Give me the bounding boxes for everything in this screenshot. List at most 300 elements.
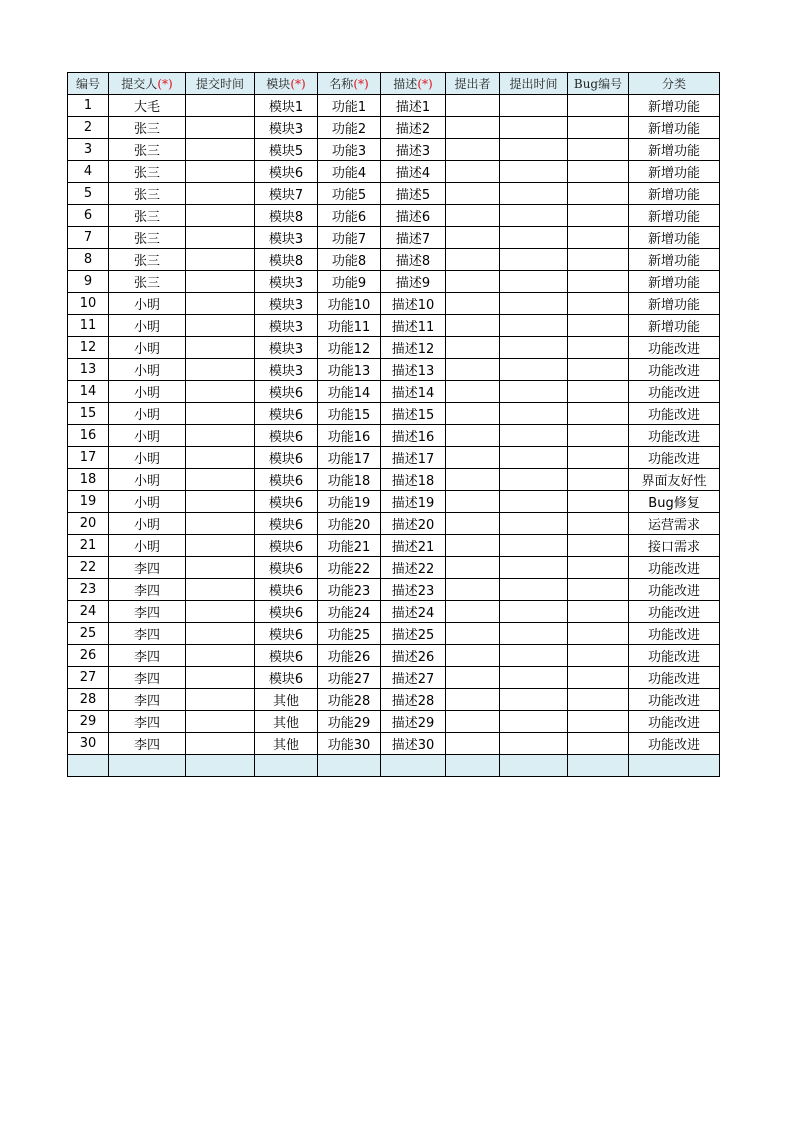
cell-bug-id[interactable]: [568, 337, 629, 359]
cell-description[interactable]: 描述16: [381, 425, 446, 447]
cell-description[interactable]: 描述28: [381, 689, 446, 711]
cell-submit-time[interactable]: [186, 755, 255, 777]
cell-description[interactable]: 描述5: [381, 183, 446, 205]
cell-description[interactable]: 描述17: [381, 447, 446, 469]
cell-proposer[interactable]: [446, 249, 500, 271]
header-module[interactable]: 模块(*): [255, 73, 318, 95]
cell-bug-id[interactable]: [568, 117, 629, 139]
header-description[interactable]: 描述(*): [381, 73, 446, 95]
cell-module[interactable]: 模块3: [255, 227, 318, 249]
cell-propose-time[interactable]: [500, 249, 568, 271]
cell-category[interactable]: 功能改进: [629, 711, 720, 733]
cell-module[interactable]: 模块6: [255, 623, 318, 645]
cell-propose-time[interactable]: [500, 271, 568, 293]
cell-name[interactable]: 功能25: [318, 623, 381, 645]
cell-id[interactable]: 28: [68, 689, 109, 711]
cell-name[interactable]: 功能13: [318, 359, 381, 381]
cell-proposer[interactable]: [446, 447, 500, 469]
cell-propose-time[interactable]: [500, 689, 568, 711]
cell-category[interactable]: 功能改进: [629, 667, 720, 689]
cell-category[interactable]: 新增功能: [629, 205, 720, 227]
cell-submitter[interactable]: 李四: [109, 667, 186, 689]
cell-submit-time[interactable]: [186, 95, 255, 117]
cell-category[interactable]: Bug修复: [629, 491, 720, 513]
cell-proposer[interactable]: [446, 623, 500, 645]
cell-proposer[interactable]: [446, 689, 500, 711]
cell-propose-time[interactable]: [500, 139, 568, 161]
cell-propose-time[interactable]: [500, 337, 568, 359]
cell-bug-id[interactable]: [568, 315, 629, 337]
cell-category[interactable]: 新增功能: [629, 227, 720, 249]
cell-module[interactable]: 其他: [255, 733, 318, 755]
cell-bug-id[interactable]: [568, 535, 629, 557]
cell-description[interactable]: 描述27: [381, 667, 446, 689]
cell-module[interactable]: 模块8: [255, 205, 318, 227]
cell-module[interactable]: 模块3: [255, 315, 318, 337]
cell-proposer[interactable]: [446, 337, 500, 359]
cell-submit-time[interactable]: [186, 359, 255, 381]
cell-name[interactable]: 功能20: [318, 513, 381, 535]
cell-submitter[interactable]: 李四: [109, 557, 186, 579]
cell-description[interactable]: 描述26: [381, 645, 446, 667]
cell-submit-time[interactable]: [186, 315, 255, 337]
cell-submit-time[interactable]: [186, 535, 255, 557]
cell-submitter[interactable]: 张三: [109, 117, 186, 139]
cell-name[interactable]: 功能10: [318, 293, 381, 315]
cell-submit-time[interactable]: [186, 689, 255, 711]
cell-proposer[interactable]: [446, 469, 500, 491]
cell-propose-time[interactable]: [500, 557, 568, 579]
cell-category[interactable]: 功能改进: [629, 733, 720, 755]
cell-name[interactable]: 功能17: [318, 447, 381, 469]
cell-proposer[interactable]: [446, 161, 500, 183]
cell-id[interactable]: 7: [68, 227, 109, 249]
cell-bug-id[interactable]: [568, 249, 629, 271]
cell-module[interactable]: 模块1: [255, 95, 318, 117]
cell-module[interactable]: 模块6: [255, 447, 318, 469]
cell-module[interactable]: 模块6: [255, 645, 318, 667]
cell-description[interactable]: 描述20: [381, 513, 446, 535]
cell-proposer[interactable]: [446, 491, 500, 513]
cell-bug-id[interactable]: [568, 227, 629, 249]
cell-proposer[interactable]: [446, 425, 500, 447]
cell-description[interactable]: 描述10: [381, 293, 446, 315]
cell-submit-time[interactable]: [186, 425, 255, 447]
cell-name[interactable]: [318, 755, 381, 777]
cell-description[interactable]: 描述13: [381, 359, 446, 381]
cell-id[interactable]: 13: [68, 359, 109, 381]
cell-module[interactable]: 模块7: [255, 183, 318, 205]
cell-submitter[interactable]: 小明: [109, 469, 186, 491]
cell-description[interactable]: 描述30: [381, 733, 446, 755]
cell-category[interactable]: 功能改进: [629, 689, 720, 711]
cell-description[interactable]: 描述11: [381, 315, 446, 337]
cell-module[interactable]: 模块6: [255, 667, 318, 689]
cell-name[interactable]: 功能22: [318, 557, 381, 579]
cell-id[interactable]: 15: [68, 403, 109, 425]
cell-submitter[interactable]: 张三: [109, 249, 186, 271]
header-propose-time[interactable]: 提出时间: [500, 73, 568, 95]
cell-submit-time[interactable]: [186, 403, 255, 425]
cell-id[interactable]: 14: [68, 381, 109, 403]
cell-submitter[interactable]: [109, 755, 186, 777]
cell-id[interactable]: 29: [68, 711, 109, 733]
cell-proposer[interactable]: [446, 601, 500, 623]
cell-proposer[interactable]: [446, 535, 500, 557]
cell-id[interactable]: 2: [68, 117, 109, 139]
cell-id[interactable]: 26: [68, 645, 109, 667]
cell-id[interactable]: 6: [68, 205, 109, 227]
cell-module[interactable]: 模块6: [255, 513, 318, 535]
cell-name[interactable]: 功能29: [318, 711, 381, 733]
cell-category[interactable]: 功能改进: [629, 403, 720, 425]
cell-propose-time[interactable]: [500, 95, 568, 117]
cell-module[interactable]: 模块5: [255, 139, 318, 161]
cell-submitter[interactable]: 小明: [109, 403, 186, 425]
cell-submit-time[interactable]: [186, 293, 255, 315]
cell-module[interactable]: 模块6: [255, 601, 318, 623]
cell-propose-time[interactable]: [500, 601, 568, 623]
cell-submit-time[interactable]: [186, 579, 255, 601]
cell-category[interactable]: 新增功能: [629, 271, 720, 293]
cell-propose-time[interactable]: [500, 315, 568, 337]
cell-submitter[interactable]: 张三: [109, 205, 186, 227]
cell-propose-time[interactable]: [500, 183, 568, 205]
cell-category[interactable]: 运营需求: [629, 513, 720, 535]
cell-id[interactable]: 23: [68, 579, 109, 601]
cell-module[interactable]: 模块6: [255, 557, 318, 579]
cell-bug-id[interactable]: [568, 667, 629, 689]
cell-bug-id[interactable]: [568, 271, 629, 293]
cell-id[interactable]: 5: [68, 183, 109, 205]
cell-name[interactable]: 功能30: [318, 733, 381, 755]
cell-propose-time[interactable]: [500, 579, 568, 601]
cell-submitter[interactable]: 小明: [109, 535, 186, 557]
cell-id[interactable]: 11: [68, 315, 109, 337]
cell-submit-time[interactable]: [186, 161, 255, 183]
cell-name[interactable]: 功能28: [318, 689, 381, 711]
cell-propose-time[interactable]: [500, 513, 568, 535]
cell-submitter[interactable]: 小明: [109, 425, 186, 447]
cell-submit-time[interactable]: [186, 557, 255, 579]
cell-submitter[interactable]: 李四: [109, 601, 186, 623]
cell-submit-time[interactable]: [186, 645, 255, 667]
header-submitter[interactable]: 提交人(*): [109, 73, 186, 95]
cell-proposer[interactable]: [446, 315, 500, 337]
cell-submitter[interactable]: 李四: [109, 645, 186, 667]
cell-id[interactable]: 4: [68, 161, 109, 183]
cell-submitter[interactable]: 小明: [109, 381, 186, 403]
cell-description[interactable]: 描述21: [381, 535, 446, 557]
cell-bug-id[interactable]: [568, 645, 629, 667]
cell-proposer[interactable]: [446, 183, 500, 205]
cell-id[interactable]: 3: [68, 139, 109, 161]
cell-bug-id[interactable]: [568, 469, 629, 491]
cell-propose-time[interactable]: [500, 491, 568, 513]
cell-submitter[interactable]: 小明: [109, 337, 186, 359]
cell-id[interactable]: 18: [68, 469, 109, 491]
cell-proposer[interactable]: [446, 557, 500, 579]
cell-proposer[interactable]: [446, 403, 500, 425]
cell-category[interactable]: 功能改进: [629, 425, 720, 447]
cell-category[interactable]: 功能改进: [629, 579, 720, 601]
cell-id[interactable]: 19: [68, 491, 109, 513]
cell-submitter[interactable]: 张三: [109, 183, 186, 205]
cell-id[interactable]: 20: [68, 513, 109, 535]
cell-proposer[interactable]: [446, 755, 500, 777]
cell-category[interactable]: 界面友好性: [629, 469, 720, 491]
cell-bug-id[interactable]: [568, 183, 629, 205]
cell-name[interactable]: 功能8: [318, 249, 381, 271]
cell-description[interactable]: 描述23: [381, 579, 446, 601]
header-proposer[interactable]: 提出者: [446, 73, 500, 95]
cell-category[interactable]: 接口需求: [629, 535, 720, 557]
cell-propose-time[interactable]: [500, 447, 568, 469]
cell-id[interactable]: 9: [68, 271, 109, 293]
cell-name[interactable]: 功能1: [318, 95, 381, 117]
cell-name[interactable]: 功能14: [318, 381, 381, 403]
cell-id[interactable]: 17: [68, 447, 109, 469]
cell-submitter[interactable]: 李四: [109, 733, 186, 755]
cell-name[interactable]: 功能5: [318, 183, 381, 205]
cell-propose-time[interactable]: [500, 425, 568, 447]
cell-name[interactable]: 功能24: [318, 601, 381, 623]
cell-submit-time[interactable]: [186, 205, 255, 227]
cell-submitter[interactable]: 小明: [109, 359, 186, 381]
cell-bug-id[interactable]: [568, 95, 629, 117]
cell-module[interactable]: 其他: [255, 711, 318, 733]
cell-category[interactable]: 新增功能: [629, 117, 720, 139]
cell-name[interactable]: 功能9: [318, 271, 381, 293]
cell-category[interactable]: 功能改进: [629, 447, 720, 469]
header-bug-id[interactable]: Bug编号: [568, 73, 629, 95]
cell-proposer[interactable]: [446, 645, 500, 667]
cell-submit-time[interactable]: [186, 469, 255, 491]
cell-bug-id[interactable]: [568, 403, 629, 425]
header-submit-time[interactable]: 提交时间: [186, 73, 255, 95]
cell-module[interactable]: 模块3: [255, 337, 318, 359]
cell-submit-time[interactable]: [186, 337, 255, 359]
cell-name[interactable]: 功能26: [318, 645, 381, 667]
cell-propose-time[interactable]: [500, 667, 568, 689]
cell-category[interactable]: 功能改进: [629, 359, 720, 381]
cell-description[interactable]: 描述1: [381, 95, 446, 117]
cell-description[interactable]: 描述6: [381, 205, 446, 227]
cell-submitter[interactable]: 小明: [109, 513, 186, 535]
cell-category[interactable]: 新增功能: [629, 95, 720, 117]
cell-description[interactable]: 描述24: [381, 601, 446, 623]
cell-bug-id[interactable]: [568, 359, 629, 381]
cell-propose-time[interactable]: [500, 711, 568, 733]
cell-bug-id[interactable]: [568, 579, 629, 601]
cell-name[interactable]: 功能23: [318, 579, 381, 601]
cell-bug-id[interactable]: [568, 425, 629, 447]
cell-name[interactable]: 功能12: [318, 337, 381, 359]
cell-description[interactable]: 描述3: [381, 139, 446, 161]
cell-submit-time[interactable]: [186, 447, 255, 469]
cell-proposer[interactable]: [446, 711, 500, 733]
cell-description[interactable]: 描述7: [381, 227, 446, 249]
cell-propose-time[interactable]: [500, 205, 568, 227]
cell-module[interactable]: 模块6: [255, 161, 318, 183]
cell-module[interactable]: 模块3: [255, 293, 318, 315]
cell-propose-time[interactable]: [500, 469, 568, 491]
cell-submitter[interactable]: 小明: [109, 293, 186, 315]
cell-description[interactable]: 描述14: [381, 381, 446, 403]
cell-propose-time[interactable]: [500, 359, 568, 381]
cell-submit-time[interactable]: [186, 249, 255, 271]
cell-submitter[interactable]: 李四: [109, 689, 186, 711]
cell-proposer[interactable]: [446, 359, 500, 381]
cell-description[interactable]: 描述2: [381, 117, 446, 139]
cell-submitter[interactable]: 小明: [109, 447, 186, 469]
cell-module[interactable]: [255, 755, 318, 777]
cell-category[interactable]: 新增功能: [629, 161, 720, 183]
cell-submit-time[interactable]: [186, 271, 255, 293]
cell-module[interactable]: 其他: [255, 689, 318, 711]
cell-submitter[interactable]: 张三: [109, 139, 186, 161]
cell-category[interactable]: 功能改进: [629, 381, 720, 403]
cell-module[interactable]: 模块6: [255, 469, 318, 491]
cell-name[interactable]: 功能19: [318, 491, 381, 513]
cell-bug-id[interactable]: [568, 491, 629, 513]
cell-category[interactable]: 新增功能: [629, 183, 720, 205]
cell-submit-time[interactable]: [186, 601, 255, 623]
cell-name[interactable]: 功能3: [318, 139, 381, 161]
cell-description[interactable]: 描述12: [381, 337, 446, 359]
cell-bug-id[interactable]: [568, 513, 629, 535]
cell-submit-time[interactable]: [186, 513, 255, 535]
cell-name[interactable]: 功能7: [318, 227, 381, 249]
cell-bug-id[interactable]: [568, 601, 629, 623]
cell-name[interactable]: 功能21: [318, 535, 381, 557]
cell-propose-time[interactable]: [500, 733, 568, 755]
cell-submit-time[interactable]: [186, 139, 255, 161]
cell-description[interactable]: 描述8: [381, 249, 446, 271]
cell-category[interactable]: 功能改进: [629, 601, 720, 623]
cell-proposer[interactable]: [446, 271, 500, 293]
header-id[interactable]: 编号: [68, 73, 109, 95]
cell-propose-time[interactable]: [500, 403, 568, 425]
cell-propose-time[interactable]: [500, 381, 568, 403]
cell-name[interactable]: 功能4: [318, 161, 381, 183]
cell-proposer[interactable]: [446, 227, 500, 249]
cell-submit-time[interactable]: [186, 491, 255, 513]
cell-submitter[interactable]: 张三: [109, 161, 186, 183]
cell-description[interactable]: 描述15: [381, 403, 446, 425]
cell-category[interactable]: 功能改进: [629, 645, 720, 667]
cell-proposer[interactable]: [446, 205, 500, 227]
cell-name[interactable]: 功能18: [318, 469, 381, 491]
cell-submit-time[interactable]: [186, 183, 255, 205]
cell-module[interactable]: 模块6: [255, 381, 318, 403]
cell-proposer[interactable]: [446, 139, 500, 161]
cell-module[interactable]: 模块6: [255, 425, 318, 447]
cell-id[interactable]: 8: [68, 249, 109, 271]
cell-name[interactable]: 功能11: [318, 315, 381, 337]
cell-category[interactable]: 新增功能: [629, 315, 720, 337]
cell-id[interactable]: 12: [68, 337, 109, 359]
cell-bug-id[interactable]: [568, 689, 629, 711]
cell-module[interactable]: 模块6: [255, 579, 318, 601]
cell-bug-id[interactable]: [568, 381, 629, 403]
cell-bug-id[interactable]: [568, 755, 629, 777]
cell-description[interactable]: [381, 755, 446, 777]
cell-submit-time[interactable]: [186, 733, 255, 755]
cell-propose-time[interactable]: [500, 117, 568, 139]
cell-bug-id[interactable]: [568, 557, 629, 579]
cell-description[interactable]: 描述4: [381, 161, 446, 183]
cell-id[interactable]: 16: [68, 425, 109, 447]
cell-propose-time[interactable]: [500, 293, 568, 315]
cell-submitter[interactable]: 大毛: [109, 95, 186, 117]
cell-proposer[interactable]: [446, 667, 500, 689]
cell-submit-time[interactable]: [186, 117, 255, 139]
cell-category[interactable]: 新增功能: [629, 139, 720, 161]
cell-bug-id[interactable]: [568, 447, 629, 469]
cell-bug-id[interactable]: [568, 161, 629, 183]
cell-bug-id[interactable]: [568, 205, 629, 227]
cell-id[interactable]: 30: [68, 733, 109, 755]
cell-module[interactable]: 模块6: [255, 535, 318, 557]
cell-bug-id[interactable]: [568, 733, 629, 755]
cell-name[interactable]: 功能15: [318, 403, 381, 425]
cell-category[interactable]: 新增功能: [629, 293, 720, 315]
cell-submitter[interactable]: 李四: [109, 623, 186, 645]
cell-bug-id[interactable]: [568, 623, 629, 645]
cell-name[interactable]: 功能16: [318, 425, 381, 447]
cell-propose-time[interactable]: [500, 227, 568, 249]
cell-id[interactable]: 25: [68, 623, 109, 645]
cell-id[interactable]: 1: [68, 95, 109, 117]
cell-id[interactable]: 24: [68, 601, 109, 623]
cell-bug-id[interactable]: [568, 711, 629, 733]
cell-description[interactable]: 描述25: [381, 623, 446, 645]
cell-id[interactable]: 21: [68, 535, 109, 557]
cell-module[interactable]: 模块6: [255, 403, 318, 425]
cell-module[interactable]: 模块3: [255, 271, 318, 293]
cell-name[interactable]: 功能2: [318, 117, 381, 139]
cell-bug-id[interactable]: [568, 293, 629, 315]
cell-id[interactable]: 27: [68, 667, 109, 689]
header-name[interactable]: 名称(*): [318, 73, 381, 95]
cell-module[interactable]: 模块8: [255, 249, 318, 271]
cell-submitter[interactable]: 张三: [109, 271, 186, 293]
cell-description[interactable]: 描述29: [381, 711, 446, 733]
cell-category[interactable]: 功能改进: [629, 623, 720, 645]
cell-propose-time[interactable]: [500, 645, 568, 667]
cell-description[interactable]: 描述19: [381, 491, 446, 513]
cell-proposer[interactable]: [446, 293, 500, 315]
header-category[interactable]: 分类: [629, 73, 720, 95]
cell-submit-time[interactable]: [186, 227, 255, 249]
cell-submitter[interactable]: 李四: [109, 579, 186, 601]
cell-name[interactable]: 功能6: [318, 205, 381, 227]
cell-description[interactable]: 描述18: [381, 469, 446, 491]
cell-submitter[interactable]: 小明: [109, 491, 186, 513]
cell-category[interactable]: [629, 755, 720, 777]
cell-submit-time[interactable]: [186, 623, 255, 645]
cell-module[interactable]: 模块3: [255, 117, 318, 139]
cell-id[interactable]: 22: [68, 557, 109, 579]
cell-module[interactable]: 模块3: [255, 359, 318, 381]
cell-proposer[interactable]: [446, 513, 500, 535]
cell-submit-time[interactable]: [186, 711, 255, 733]
cell-category[interactable]: 功能改进: [629, 557, 720, 579]
cell-propose-time[interactable]: [500, 535, 568, 557]
cell-proposer[interactable]: [446, 733, 500, 755]
cell-module[interactable]: 模块6: [255, 491, 318, 513]
